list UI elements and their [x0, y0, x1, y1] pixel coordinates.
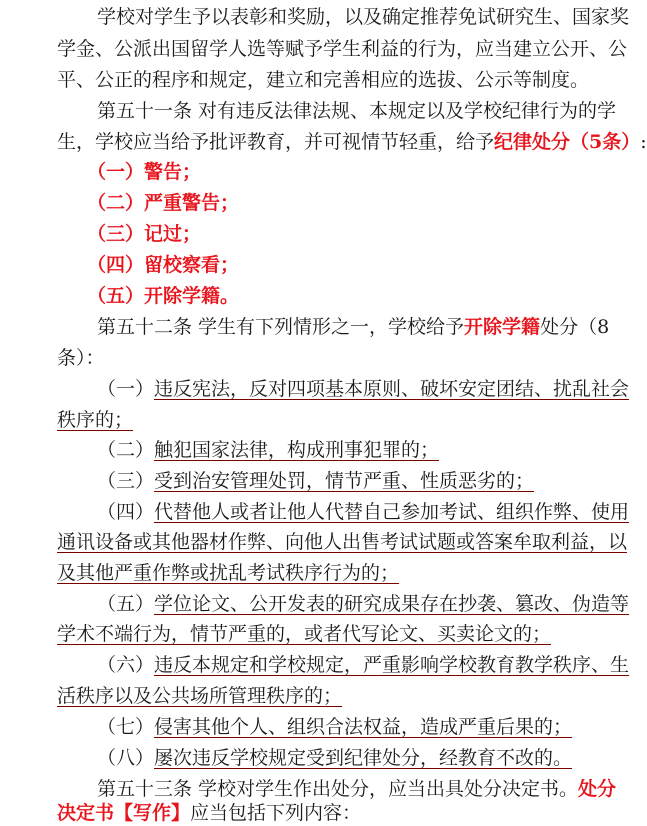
highlight-red: 开除学籍	[464, 316, 541, 338]
text: （一）警告；	[87, 161, 202, 183]
item-number: （八）	[97, 747, 155, 769]
paragraph-line	[0, 36, 639, 62]
underlined-text: 触犯国家法律，构成刑事犯罪的；	[154, 439, 440, 461]
text: 第五十二条 学生有下列情形之一，学校给予	[97, 316, 465, 338]
text: （二）严重警告；	[87, 192, 240, 214]
article-53-line	[0, 800, 639, 824]
item-number: （一）	[97, 378, 155, 400]
penalty-item	[0, 221, 639, 247]
text: 第五十一条 对有违反法律法规、本规定以及学校纪律行为的学	[97, 100, 617, 122]
paragraph-line	[0, 4, 639, 30]
list-item	[0, 745, 639, 771]
text: 学校对学生予以表彰和奖励，以及确定推荐免试研究生、国家奖	[97, 6, 630, 28]
underlined-text: 学位论文、公开发表的研究成果存在抄袭、篡改、伪造等	[154, 593, 630, 615]
list-item	[0, 468, 639, 494]
list-item	[0, 437, 639, 463]
item-number: （四）	[97, 501, 155, 523]
list-item	[0, 652, 639, 678]
list-item	[0, 714, 639, 740]
list-item	[0, 591, 639, 617]
underlined-text: 学术不端行为，情节严重的，或者代写论文、买卖论文的；	[57, 623, 552, 645]
highlight-red: 决定书【写作】	[57, 802, 191, 824]
text: 平、公正的程序和规定，建立和完善相应的选拔、公示等制度。	[57, 69, 590, 91]
underlined-text: 违反本规定和学校规定，严重影响学校教育教学秩序、生	[154, 654, 630, 676]
text: 学金、公派出国留学人选等赋予学生利益的行为，应当建立公开、公	[57, 38, 628, 60]
penalty-item	[0, 283, 639, 309]
underlined-text: 屡次违反学校规定受到纪律处分，经教育不改的。	[154, 747, 573, 769]
item-number: （七）	[97, 716, 155, 738]
text: :	[640, 131, 647, 153]
text: 第五十三条 学校对学生作出处分，应当出具处分决定书。	[97, 778, 579, 800]
item-number: （五）	[97, 593, 155, 615]
underlined-text: 及其他严重作弊或扰乱考试秩序行为的；	[57, 562, 400, 584]
penalty-item	[0, 252, 639, 278]
underlined-text: 受到治安管理处罚，情节严重、性质恶劣的；	[154, 470, 535, 492]
highlight-red: 处分	[578, 778, 617, 800]
article-53-heading	[0, 776, 639, 802]
underlined-text: 违反宪法，反对四项基本原则、破坏安定团结、扰乱社会	[154, 378, 630, 400]
text: （三）记过；	[87, 223, 202, 245]
text: 生，学校应当给予批评教育，并可视情节轻重，给予	[57, 131, 495, 153]
list-item-cont	[0, 621, 639, 647]
article-52-line	[0, 345, 639, 371]
item-number: （六）	[97, 654, 155, 676]
paragraph-line	[0, 67, 639, 93]
item-number: （二）	[97, 439, 155, 461]
underlined-text: 秩序的；	[57, 409, 134, 431]
underlined-text: 通讯设备或其他器材作弊、向他人出售考试试题或答案牟取利益，以	[57, 531, 628, 553]
article-52-heading	[0, 314, 639, 340]
penalty-item	[0, 159, 639, 185]
article-51-line	[0, 129, 647, 155]
text: 条）：	[57, 347, 105, 369]
list-item-cont	[0, 560, 639, 586]
list-item-cont	[0, 529, 639, 555]
underlined-text: 侵害其他个人、组织合法权益，造成严重后果的；	[154, 716, 573, 738]
list-item	[0, 499, 639, 525]
underlined-text: 代替他人或者让他人代替自己参加考试、组织作弊、使用	[154, 501, 630, 523]
item-number: （三）	[97, 470, 155, 492]
text: 处分（8	[540, 316, 610, 338]
text: （五）开除学籍。	[87, 285, 240, 307]
text: （四）留校察看；	[87, 254, 240, 276]
list-item	[0, 376, 639, 402]
penalty-item	[0, 190, 639, 216]
list-item-cont	[0, 683, 639, 709]
text: 应当包括下列内容：	[190, 802, 362, 824]
highlight-red: 纪律处分（5条）	[494, 131, 641, 153]
list-item-cont	[0, 407, 639, 433]
article-51-heading	[0, 98, 639, 124]
underlined-text: 活秩序以及公共场所管理秩序的；	[57, 685, 343, 707]
